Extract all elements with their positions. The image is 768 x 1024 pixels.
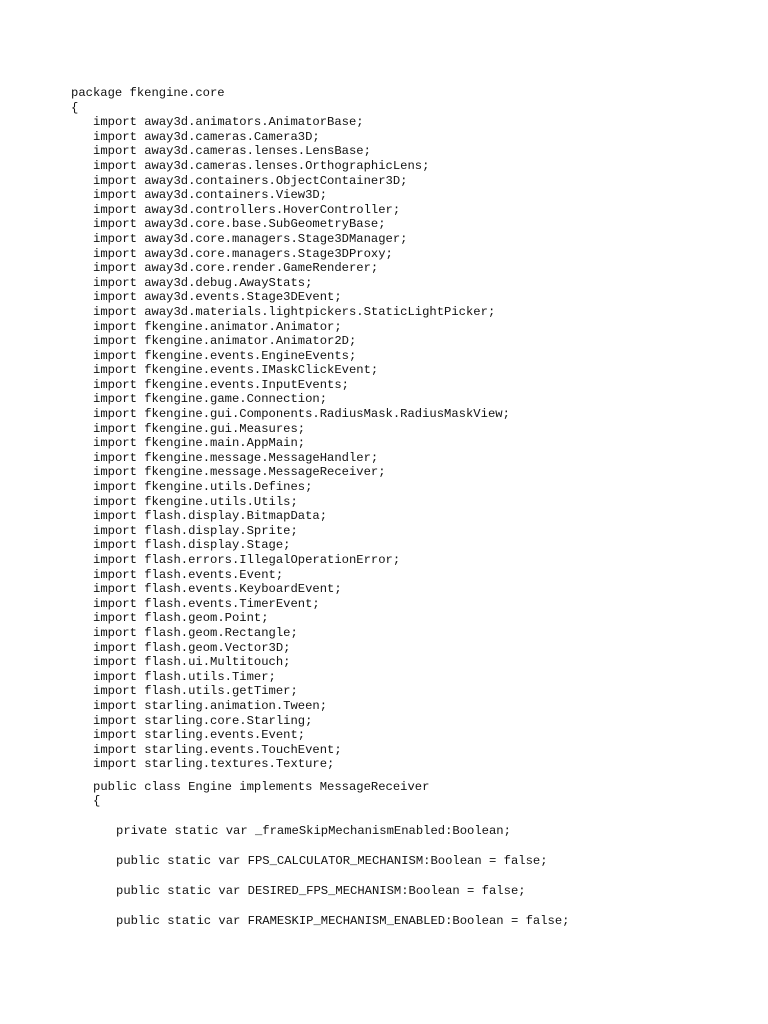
import-line: import fkengine.animator.Animator; — [93, 319, 342, 334]
import-line: import fkengine.utils.Defines; — [93, 480, 313, 495]
import-line: import away3d.core.managers.Stage3DManager; — [93, 231, 408, 246]
blank-line — [71, 869, 569, 884]
import-line: import flash.geom.Rectangle; — [93, 625, 298, 640]
blank-line — [71, 809, 569, 824]
import-list — [71, 115, 569, 772]
package-open-brace: { — [71, 100, 79, 115]
import-line: import fkengine.animator.Animator2D; — [93, 334, 357, 349]
field-declaration: public static var DESIRED_FPS_MECHANISM:Boolean = false; — [116, 884, 526, 899]
import-line: import flash.display.Sprite; — [93, 523, 298, 538]
import-line: import away3d.debug.AwayStats; — [93, 275, 313, 290]
import-line: import flash.geom.Vector3D; — [93, 640, 291, 655]
import-line: import flash.events.Event; — [93, 567, 284, 582]
import-line: import flash.events.TimerEvent; — [93, 596, 320, 611]
import-line: import away3d.containers.ObjectContainer3D; — [93, 173, 408, 188]
import-line: import away3d.core.base.SubGeometryBase; — [93, 217, 386, 232]
import-line: import flash.display.Stage; — [93, 538, 291, 553]
import-line: import flash.utils.Timer; — [93, 669, 276, 684]
import-line: import flash.errors.IllegalOperationError; — [93, 553, 401, 567]
import-line: import flash.display.BitmapData; — [93, 509, 328, 524]
import-line: import away3d.cameras.lenses.OrthographicLens; — [93, 158, 430, 173]
import-line: import away3d.containers.View3D; — [93, 188, 328, 203]
import-line: import away3d.animators.AnimatorBase; — [93, 115, 364, 130]
field-declaration: public static var FPS_CALCULATOR_MECHANISM:Boolean = false; — [116, 854, 548, 869]
field-declaration: public static var FRAMESKIP_MECHANISM_ENABLED:Boolean = false; — [116, 914, 570, 929]
import-line: import starling.events.TouchEvent; — [93, 742, 342, 757]
import-line: import away3d.core.managers.Stage3DProxy; — [93, 246, 393, 261]
import-line: import fkengine.utils.Utils; — [93, 494, 298, 509]
import-line: import starling.events.Event; — [93, 728, 306, 743]
import-line: import fkengine.message.MessageHandler; — [93, 450, 379, 465]
class-open-brace: { — [93, 794, 101, 809]
import-line: import away3d.core.render.GameRenderer; — [93, 261, 379, 276]
import-line: import away3d.controllers.HoverController; — [93, 202, 401, 217]
import-line: import flash.ui.Multitouch; — [93, 655, 291, 670]
import-line: import fkengine.message.MessageReceiver; — [93, 465, 386, 480]
import-line: import starling.core.Starling; — [93, 713, 313, 728]
import-line: import away3d.events.Stage3DEvent; — [93, 290, 342, 305]
import-line: import flash.utils.getTimer; — [93, 684, 298, 699]
field-declaration: private static var _frameSkipMechanismEnabled:Boolean; — [116, 824, 511, 839]
import-line: import fkengine.gui.Components.RadiusMask.RadiusMaskView; — [93, 407, 510, 422]
import-line: import away3d.materials.lightpickers.StaticLightPicker; — [93, 304, 496, 319]
import-line: import flash.geom.Point; — [93, 611, 269, 626]
import-line: import fkengine.gui.Measures; — [93, 421, 306, 436]
import-line: import fkengine.main.AppMain; — [93, 436, 306, 451]
blank-line — [71, 772, 569, 780]
package-declaration: package fkengine.core — [71, 86, 225, 100]
import-line: import away3d.cameras.Camera3D; — [93, 129, 320, 144]
import-line: import flash.events.KeyboardEvent; — [93, 582, 342, 597]
import-line: import fkengine.game.Connection; — [93, 392, 328, 407]
source-code-listing — [71, 86, 569, 929]
import-line: import starling.animation.Tween; — [93, 698, 328, 713]
class-declaration: public class Engine implements MessageReceiver — [93, 779, 430, 794]
import-line: import starling.textures.Texture; — [93, 757, 335, 772]
import-line: import fkengine.events.InputEvents; — [93, 377, 349, 392]
import-line: import fkengine.events.IMaskClickEvent; — [93, 363, 379, 378]
import-line: import away3d.cameras.lenses.LensBase; — [93, 144, 371, 159]
blank-line — [71, 839, 569, 854]
blank-line — [71, 899, 569, 914]
import-line: import fkengine.events.EngineEvents; — [93, 348, 357, 363]
